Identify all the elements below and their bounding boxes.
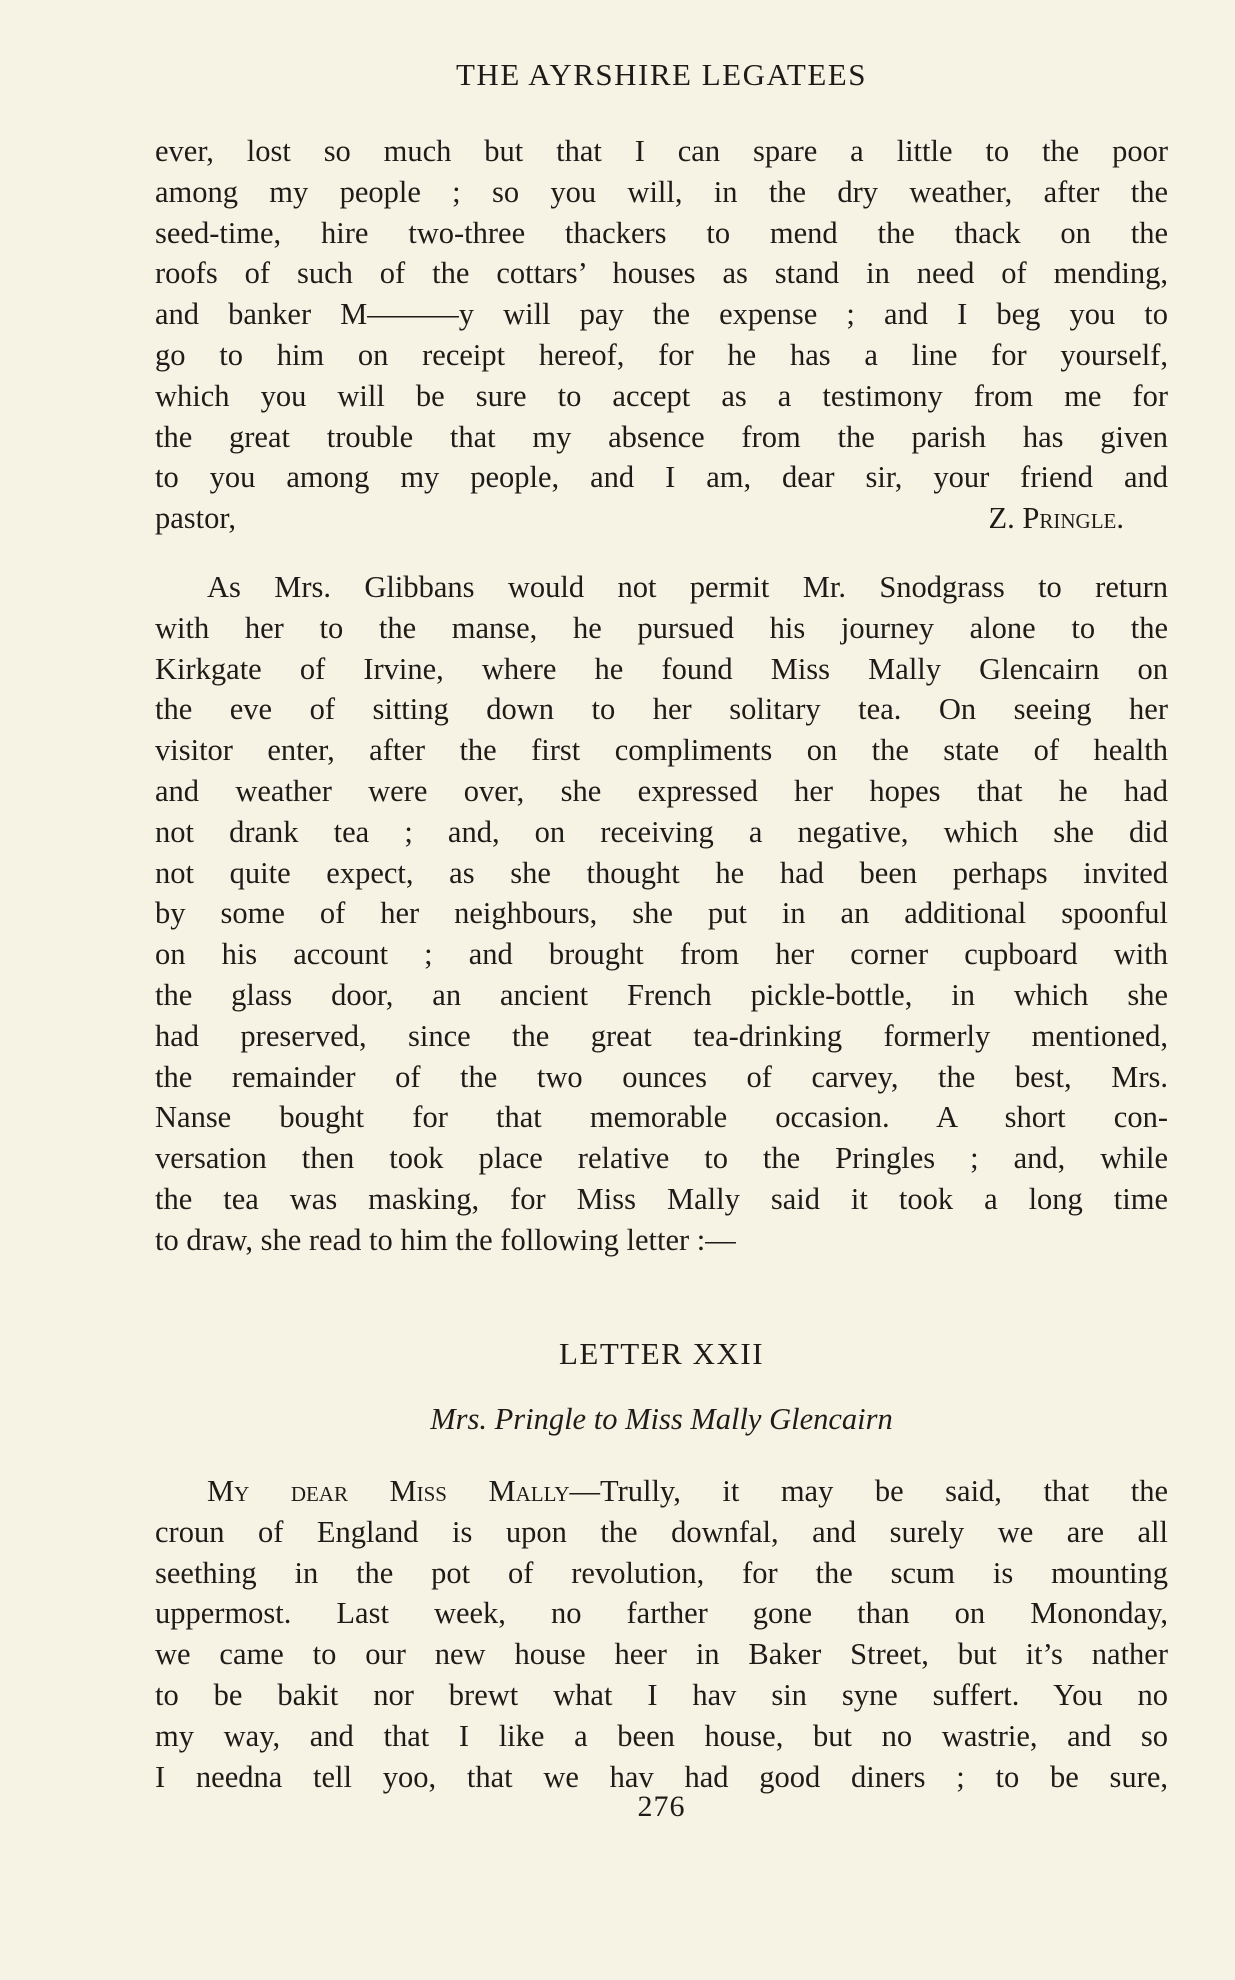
text-line: the tea was masking, for Miss Mally said it took a long time <box>155 1181 1168 1216</box>
text-line: uppermost. Last week, no farther gone than on Mononday, <box>155 1596 1168 1631</box>
text-line: ever, lost so much but that I can spare a little to the poor <box>155 134 1168 168</box>
text-line: the glass door, an ancient French pickle-bottle, in which she <box>155 977 1168 1012</box>
letter-close-paragraph <box>155 131 1168 539</box>
text-line: seed-time, hire two-three thackers to mend the thack on the <box>155 215 1168 250</box>
page-number: 276 <box>637 1790 686 1823</box>
text-line: the remainder of the two ounces of carvey, the best, Mrs. <box>155 1059 1168 1094</box>
text-line: croun of England is upon the downfal, and surely we are all <box>155 1514 1168 1549</box>
text-line: which you will be sure to accept as a testimony from me for <box>155 378 1168 413</box>
text-line: seething in the pot of revolution, for the scum is mounting <box>155 1555 1168 1590</box>
text-line: and weather were over, she expressed her hopes that he had <box>155 773 1168 808</box>
letter-first-line <box>155 1471 1168 1512</box>
text-line: versation then took place relative to the Pringles ; and, while <box>155 1141 1168 1176</box>
text-line: with her to the manse, he pursued his journey alone to the <box>155 610 1168 645</box>
text-line: by some of her neighbours, she put in an additional spoonful <box>155 896 1168 931</box>
book-page <box>155 0 1168 1980</box>
text-line: to draw, she read to him the following letter :— <box>155 1222 736 1257</box>
letter-first-line-text: —Trully, it may be said, that the <box>569 1474 1168 1508</box>
signature: Z. Pringle. <box>988 501 1124 536</box>
narrative-paragraph <box>155 567 1168 1261</box>
closing-line <box>155 498 1168 539</box>
letter-salutation: My dear Miss Mally <box>207 1474 570 1508</box>
text-line: go to him on receipt hereof, for he has a line for yourself, <box>155 337 1168 372</box>
text-line: Nanse bought for that memorable occasion. A short con- <box>155 1100 1168 1135</box>
text-line: visitor enter, after the first compliments on the state of health <box>155 733 1168 768</box>
closing-word: pastor, <box>155 501 236 536</box>
text-line: to be bakit nor brewt what I hav sin syne suffert. You no <box>155 1677 1168 1712</box>
text-line: the great trouble that my absence from the parish has given <box>155 419 1168 454</box>
running-head: THE AYRSHIRE LEGATEES <box>456 57 867 92</box>
letter-paragraph <box>155 1471 1168 1797</box>
text-line: my way, and that I like a been house, but no wastrie, and so <box>155 1718 1168 1753</box>
text-line: Kirkgate of Irvine, where he found Miss Mally Glencairn on <box>155 651 1168 686</box>
text-line: I needna tell yoo, that we hav had good diners ; to be sure, <box>155 1759 1168 1794</box>
text-line: roofs of such of the cottars’ houses as stand in need of mending, <box>155 256 1168 291</box>
letter-heading: LETTER XXII <box>558 1336 765 1371</box>
text-line: among my people ; so you will, in the dry weather, after the <box>155 174 1168 209</box>
text-line: and banker M———y will pay the expense ; and I beg you to <box>155 297 1168 332</box>
text-line: we came to our new house heer in Baker Street, but it’s nather <box>155 1637 1168 1672</box>
text-line: the eve of sitting down to her solitary tea. On seeing her <box>155 692 1168 727</box>
text-line: to you among my people, and I am, dear sir, your friend and <box>155 460 1168 495</box>
text-line: had preserved, since the great tea-drinking formerly mentioned, <box>155 1018 1168 1053</box>
letter-subheading: Mrs. Pringle to Miss Mally Glencairn <box>430 1402 893 1436</box>
text-line: not quite expect, as she thought he had been perhaps invited <box>155 855 1168 890</box>
text-line: on his account ; and brought from her corner cupboard with <box>155 937 1168 972</box>
text-line: As Mrs. Glibbans would not permit Mr. Snodgrass to return <box>207 570 1168 604</box>
text-line: not drank tea ; and, on receiving a negative, which she did <box>155 814 1168 849</box>
